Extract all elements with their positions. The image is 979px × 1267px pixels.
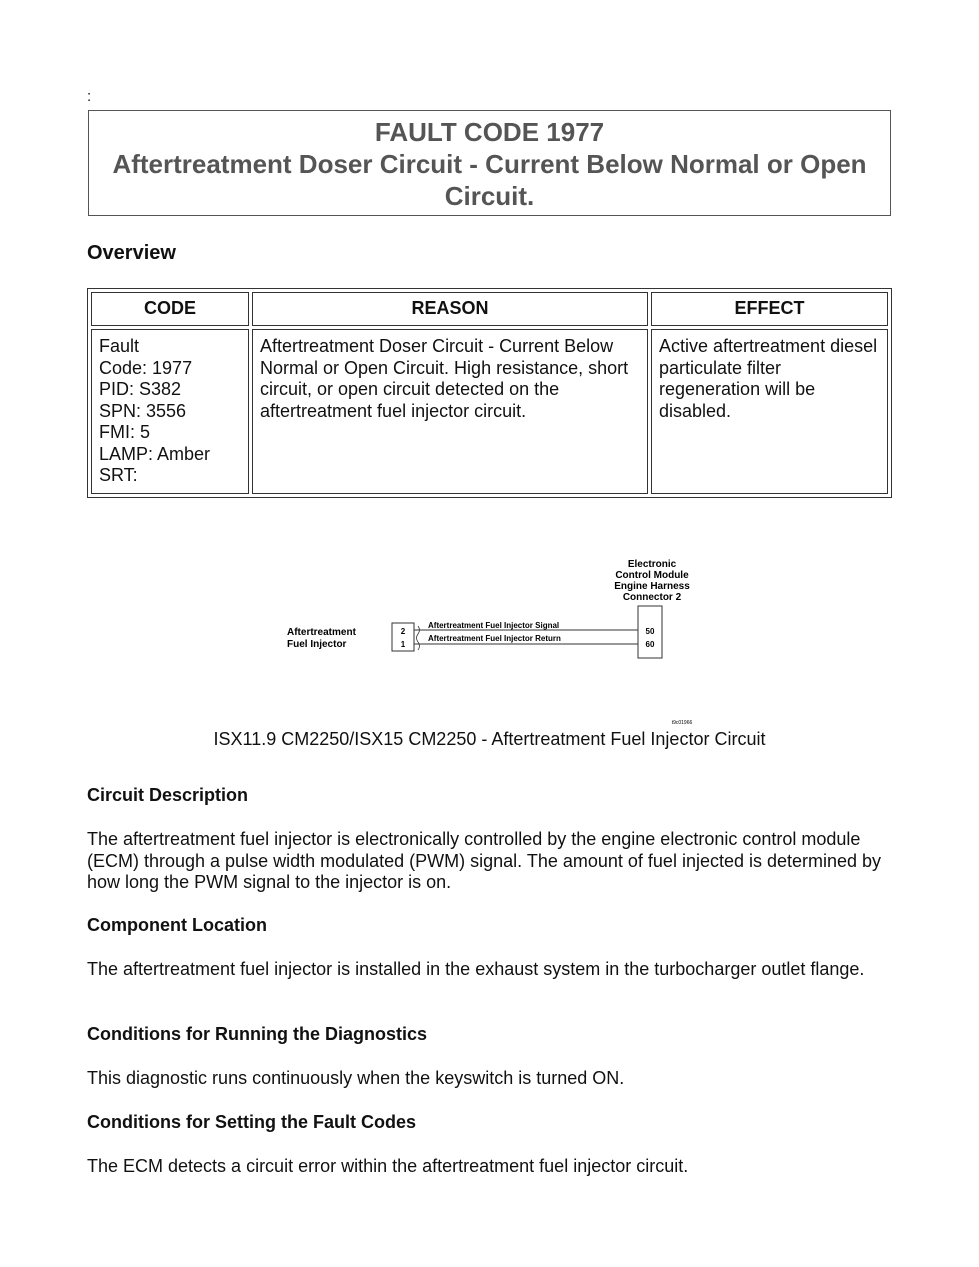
leading-colon: :	[87, 88, 92, 105]
code-line: FMI: 5	[99, 422, 151, 442]
ecm-label-line: Control Module	[615, 570, 689, 581]
table-header-row	[91, 292, 888, 326]
ecm-pin-label: 50	[645, 627, 655, 636]
section-heading: Component Location	[87, 915, 267, 935]
ecm-label-line: Electronic	[627, 559, 677, 570]
injector-label-line: Aftertreatment	[287, 627, 356, 638]
table-row	[91, 329, 888, 494]
section-heading: Circuit Description	[87, 785, 249, 805]
fault-code-subtitle: Aftertreatment Doser Circuit - Current Below Normal or Open Circuit.	[112, 149, 867, 211]
section-body: The aftertreatment fuel injector is installed in the exhaust system in the turbocharger outlet flange.	[87, 959, 865, 979]
ecm-pin-label: 60	[645, 640, 655, 649]
code-line: Fault	[99, 336, 140, 356]
section-heading: Conditions for Setting the Fault Codes	[87, 1112, 416, 1132]
section-body: This diagnostic runs continuously when the keyswitch is turned ON.	[87, 1068, 625, 1088]
effect-cell: Active aftertreatment diesel particulate filter regeneration will be disabled.	[651, 329, 888, 494]
code-line: SPN: 3556	[99, 400, 187, 421]
injector-label-line: Fuel Injector	[287, 639, 347, 650]
figure-caption: ISX11.9 CM2250/ISX15 CM2250 - Aftertreatment Fuel Injector Circuit	[213, 729, 766, 749]
reason-cell: Aftertreatment Doser Circuit - Current Below Normal or Open Circuit. High resistance, short circuit, or open circuit detected on the aftertreatment fuel injector circuit.	[252, 329, 648, 494]
injector-pin-label: 2	[400, 627, 406, 636]
header-code: CODE	[91, 292, 249, 326]
section-body: The aftertreatment fuel injector is electronically controlled by the engine electronic control module (ECM) through a pulse width modulated (PWM) signal. The amount of fuel injected is determined by how long the PWM signal to the injector is on.	[87, 829, 882, 892]
circuit-diagram	[270, 548, 730, 728]
code-line: LAMP: Amber	[99, 443, 211, 464]
code-line: PID: S382	[99, 379, 182, 399]
overview-table	[87, 288, 892, 498]
section-body: The ECM detects a circuit error within the aftertreatment fuel injector circuit.	[87, 1156, 689, 1176]
section-heading: Conditions for Running the Diagnostics	[87, 1024, 427, 1044]
ecm-label-line: Connector 2	[622, 592, 682, 603]
title-box	[88, 110, 891, 216]
return-wire-label: Aftertreatment Fuel Injector Return	[428, 634, 561, 643]
code-cell	[91, 329, 249, 494]
circuit-diagram-svg	[270, 548, 730, 728]
code-line: SRT:	[99, 465, 138, 485]
header-reason: REASON	[252, 292, 648, 326]
signal-wire-label: Aftertreatment Fuel Injector Signal	[428, 621, 560, 630]
overview-heading: Overview	[87, 242, 176, 264]
fault-code-title: FAULT CODE 1977	[374, 117, 605, 147]
ecm-label-line: Engine Harness	[614, 581, 690, 592]
injector-pin-label: 1	[400, 640, 406, 649]
header-effect: EFFECT	[651, 292, 888, 326]
figure-id: t9c01966	[671, 720, 693, 726]
code-line: Code: 1977	[99, 357, 193, 378]
